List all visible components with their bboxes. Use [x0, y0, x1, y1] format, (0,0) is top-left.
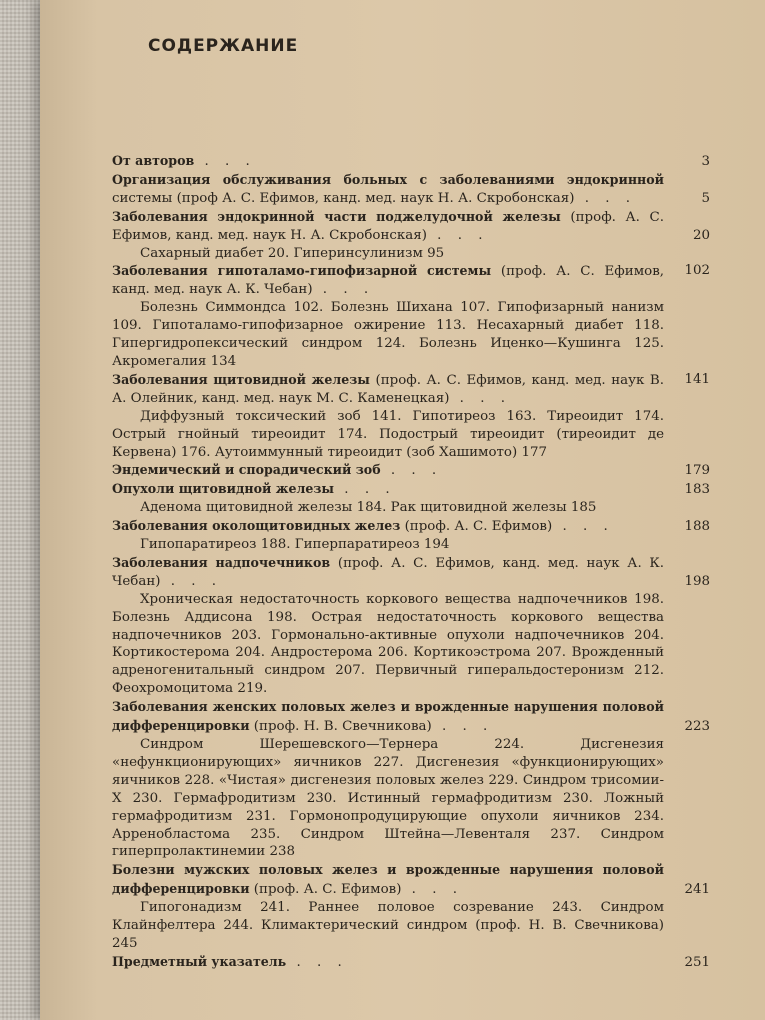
- toc-page-number: 223: [684, 719, 710, 735]
- leader-dots: . . .: [380, 463, 443, 479]
- toc-entry[interactable]: [112, 371, 710, 408]
- book-page: [40, 0, 765, 1020]
- leader-dots: . . .: [426, 227, 489, 243]
- toc-entry-heading: Заболевания щитовидной железы: [112, 371, 370, 387]
- leader-dots: . . .: [312, 282, 375, 298]
- toc-entry[interactable]: [112, 861, 710, 899]
- toc-page-number: 198: [684, 573, 710, 589]
- toc-subtopics: Синдром Шерешевского—Тернера 224. Дисгенезия «нефункционирующих» яичников 227. Дисгенезия «функционирующих» яичников 228. «Чистая» дисгенезия половых желез 229. Синдром трисомии-Х 230. Гермафродитизм 230. Истинный гермафродитизм 230. Ложный гермафродитизм 231. Гормонопродуцирующие опухоли яичников 234. Арренобластома 235. Синдром Штейна—Левенталя 237. Синдром гиперпролактинемии 238: [112, 737, 664, 860]
- toc-entry-text: [112, 371, 664, 408]
- toc-entry[interactable]: [112, 517, 710, 536]
- toc-entry[interactable]: [112, 152, 710, 171]
- toc-entry[interactable]: [112, 262, 710, 299]
- leader-dots: . . .: [431, 719, 494, 735]
- toc-entry-text: [112, 861, 664, 899]
- toc-entry-heading: От авторов: [112, 153, 195, 168]
- toc-entry-heading: Заболевания эндокринной части поджелудочной железы: [112, 208, 561, 224]
- toc-entry-text: [112, 480, 664, 499]
- toc-subtopics: Сахарный диабет 20. Гиперинсулинизм 95: [140, 245, 445, 261]
- leader-dots: . . .: [334, 482, 396, 498]
- toc-page-number: 102: [684, 263, 710, 279]
- toc-entry[interactable]: [112, 208, 710, 245]
- toc-entry-authors: (проф. А. С. Ефимов, канд. мед. наук А. К. Чебан): [112, 555, 665, 589]
- toc-entry-heading: Заболевания женских половых желез и врожденные нарушения половой дифференцировки: [112, 699, 664, 734]
- toc-page-number: 179: [684, 463, 710, 479]
- toc-subtopics: Гипогонадизм 241. Раннее половое созревание 243. Синдром Клайнфелтера 244. Климактерический синдром (проф. Н. В. Свечникова) 245: [112, 900, 664, 951]
- toc-entry-heading: Организация обслуживания больных с заболеваниями эндокринной: [112, 171, 664, 187]
- toc-page-number: 141: [684, 371, 710, 387]
- toc-entry[interactable]: [112, 698, 710, 736]
- toc-entry-text: [112, 461, 664, 480]
- toc-entry-authors: (проф. Н. В. Свечникова): [249, 719, 432, 735]
- leader-dots: . . .: [286, 954, 348, 970]
- leader-dots: . . .: [194, 154, 256, 169]
- toc-entry-heading: Заболевания надпочечников: [112, 554, 331, 570]
- toc-entry-authors: (проф. А. С. Ефимов, канд. мед. наук Н. А. Скробонская): [112, 209, 665, 243]
- toc-entry-authors: (проф. А. С. Ефимов): [400, 519, 553, 535]
- toc-entry-text: [112, 517, 664, 536]
- toc-entry[interactable]: [112, 480, 710, 499]
- toc-page-number: 3: [701, 154, 710, 169]
- toc-entry-heading: Опухоли щитовидной железы: [112, 481, 335, 497]
- toc-subtopics: Аденома щитовидной железы 184. Рак щитовидной железы 185: [140, 500, 597, 516]
- page-title: СОДЕРЖАНИЕ: [148, 36, 299, 56]
- toc-subtopics: Диффузный токсический зоб 141. Гипотиреоз 163. Тиреоидит 174. Острый гнойный тиреоидит 174. Подострый тиреоидит (тиреоидит де Кервена) 176. Аутоиммунный тиреоидит (зоб Хашимото) 177: [112, 408, 664, 460]
- toc-entry-authors: (проф. А. С. Ефимов, канд. мед. наук А. К. Чебан): [112, 264, 664, 298]
- toc-entry-text: [112, 171, 664, 208]
- leader-dots: . . .: [160, 573, 223, 589]
- leader-dots: . . .: [401, 882, 463, 898]
- toc-entry-text: [112, 152, 664, 171]
- toc-entry-heading: Болезни мужских половых желез и врожденные нарушения половой дифференцировки: [112, 862, 664, 897]
- toc-entry-authors: системы (проф А. С. Ефимов, канд. мед. наук Н. А. Скробонская): [112, 190, 575, 206]
- toc-entry-heading: Эндемический и спорадический зоб: [112, 462, 381, 478]
- toc-entry-text: [112, 953, 664, 972]
- toc-subtopics: Хроническая недостаточность коркового вещества надпочечников 198. Болезнь Аддисона 198. Острая недостаточность коркового вещества надпочечников 203. Гормонально-активные опухоли надпочечников 204. Кортикостерома 204. Андростерома 206. Кортикоэстрома 207. Врожденный адреногенитальный синдром 207. Первичный гиперальдостеронизм 212. Феохромоцитома 219.: [112, 591, 664, 697]
- toc-page-number: 20: [692, 227, 710, 243]
- toc-entry-text: [112, 554, 664, 591]
- toc-entry[interactable]: [112, 171, 710, 208]
- toc-entry-text: [112, 262, 664, 299]
- toc-page-number: 188: [684, 519, 710, 535]
- toc-entry-text: [112, 208, 664, 245]
- toc-page-number: 183: [684, 482, 710, 498]
- toc-subtopics: Гипопаратиреоз 188. Гиперпаратиреоз 194: [140, 537, 450, 553]
- toc-subtopics: Болезнь Симмондса 102. Болезнь Шихана 107. Гипофизарный нанизм 109. Гипоталамо-гипофизарное ожирение 113. Несахарный диабет 118. Гипергидропексический синдром 124. Болезнь Иценко—Кушинга 125. Акромегалия 134: [112, 300, 664, 369]
- toc-page-number: 251: [684, 954, 710, 970]
- toc-entry-heading: Заболевания околощитовидных желез: [112, 518, 401, 534]
- toc-entry[interactable]: [112, 461, 710, 480]
- table-of-contents: [112, 152, 710, 972]
- toc-entry-heading: Предметный указатель: [112, 953, 287, 969]
- leader-dots: . . .: [552, 519, 614, 535]
- leader-dots: . . .: [574, 190, 636, 206]
- toc-entry[interactable]: [112, 554, 710, 591]
- toc-entry-text: [112, 698, 664, 736]
- leader-dots: . . .: [449, 390, 511, 406]
- toc-page-number: 241: [684, 882, 710, 898]
- toc-page-number: 5: [701, 190, 710, 206]
- toc-entry-heading: Заболевания гипоталамо-гипофизарной системы: [112, 263, 492, 279]
- toc-entry[interactable]: [112, 953, 710, 972]
- toc-entry-authors: (проф. А. С. Ефимов): [249, 882, 402, 898]
- toc-entry-authors: (проф. А. С. Ефимов, канд. мед. наук В. А. Олейник, канд. мед. наук М. С. Каменецкая): [112, 372, 664, 406]
